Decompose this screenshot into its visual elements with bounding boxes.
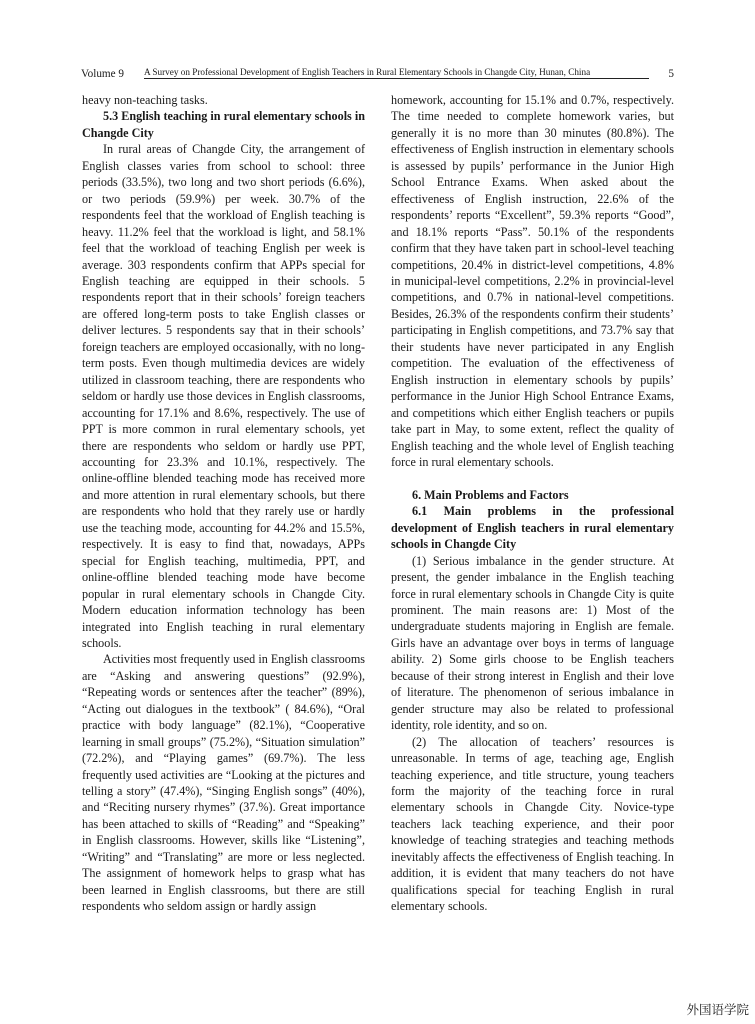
right-column — [391, 92, 674, 915]
paragraph-continuation: heavy non-teaching tasks. — [82, 93, 208, 107]
section-heading-6-1: 6.1 Main problems in the professional development of English teachers in rural elementary schools in Changde City — [391, 504, 674, 552]
footer-watermark: 外国语学院 — [686, 1002, 749, 1017]
paragraph-continuation: homework, accounting for 15.1% and 0.7%, respectively. The time needed to complete homework varies, but generally it is no more than 30 minutes (80.8%). The effectiveness of English instruction in elementary schools is assessed by pupils’ performance in the Junior High School Entrance Exams. When asked about the effectiveness of English instruction, 22.6% of the respondents’ reports “Excellent”, 59.3% reports “Good”, and 18.1% reports “Pass”. 50.1% of the respondents confirm that they have taken part in school-level teaching competitions, 20.4% in district-level competitions, 4.8% in municipal-level competitions, 2.2% in provincial-level competitions, and 0.7% in national-level competitions. Besides, 26.3% of the respondents confirm their students’ participating in English competitions, and 73.7% say that their students have never participated in any English competition. The evaluation of the effectiveness of English instruction in elementary schools by pupils’ performance in the Junior High School Entrance Exams, and competitions which either English teachers or pupils take part in May, to some extent, reflect the quality of English teaching and the whole level of English teaching force in rural elementary schools. — [391, 93, 674, 469]
section-heading-6: 6. Main Problems and Factors — [412, 487, 569, 502]
body-paragraph: (2) The allocation of teachers’ resources is unreasonable. In terms of age, teaching age, English teaching experience, and title structure, young teachers form the majority of the teaching force in rural elementary schools in Changde City. Novice-type teachers lack teaching experience, and their poor knowledge of teaching strategies and teaching methods inevitably affects the effectiveness of English teaching. In addition, it is evident that many teachers do not have qualifications special for teaching English in rural elementary schools. — [391, 734, 674, 914]
volume-label: Volume 9 — [81, 68, 124, 80]
page-header — [81, 66, 674, 82]
body-paragraph: In rural areas of Changde City, the arrangement of English classes varies from school to school: three periods (33.5%), two long and two short periods (6.6%), or two periods (59.9%) per week. 30.7% of the respondents feel that the workload of English teaching is heavy. 11.2% feel that the workload is light, and 58.1% feel that the workload of teaching English per week is average. 303 respondents confirm that APPs special for English teaching are equipped in their schools. 5 respondents report that in their schools’ foreign teachers are offered long-term posts to take English classes or deliver lectures. 5 respondents say that in their schools’ foreign teachers are employed occasionally, with no long-term posts. Even though multimedia devices are widely utilized in classroom teaching, there are respondents who seldom or hardly use those devices in English classrooms, accounting for 17.1% and 8.6%, respectively. The use of PPT is more common in rural elementary schools, yet there are respondents who seldom or hardly use PPT, accounting for 23.3% and 10.1%, respectively. The online-offline blended teaching mode has received more and more attention in rural elementary schools, but there are respondents who hold that they rarely use or hardly use the teaching mode, accounting for 44.2% and 15.5%, respectively. It is easy to find that, nowadays, APPs special for English teaching, multimedia, PPT, and online-offline blended teaching mode have become popular in rural elementary schools in Changde City. Modern education information technology has been integrated into English teaching in rural elementary schools. — [82, 142, 365, 650]
running-title: A Survey on Professional Development of English Teachers in Rural Elementary Schools in Changde City, Hunan, China — [144, 66, 649, 79]
body-paragraph: Activities most frequently used in English classrooms are “Asking and answering questions” (92.9%), “Repeating words or sentences after the teacher” (89%), “Acting out dialogues in the textbook” ( 84.6%), “Oral practice with body language” (82.1%), “Cooperative learning in small groups” (75.2%), “Situation simulation” (72.2%), and “Playing games” (69.7%). The less frequently used activities are “Looking at the pictures and telling a story” (47.4%), “Singing English songs” (40%), and “Reciting nursery rhymes” (37.%). Great importance has been attached to skills of “Reading” and “Speaking” in English classrooms. However, skills like “Listening”, “Writing” and “Translating” are more or less neglected. The assignment of homework helps to grasp what has been learned in English classrooms, but there are still respondents who seldom assign or hardly assign — [82, 652, 365, 914]
page-number: 5 — [668, 68, 674, 80]
body-paragraph: (1) Serious imbalance in the gender structure. At present, the gender imbalance in the English teaching force in rural elementary schools in Changde City is quite prominent. The main reasons are: 1) Most of the undergraduate students majoring in English are female. Girls have an advantage over boys in terms of language ability. 2) Some girls choose to be English teachers because of their strong interest in English and their love of literature. The phenomenon of serious imbalance in gender structure may also be related to professional identity, role identity, and so on. — [391, 553, 674, 733]
section-heading-5-3: 5.3 English teaching in rural elementary schools in Changde City — [82, 109, 365, 140]
left-column — [82, 92, 365, 915]
